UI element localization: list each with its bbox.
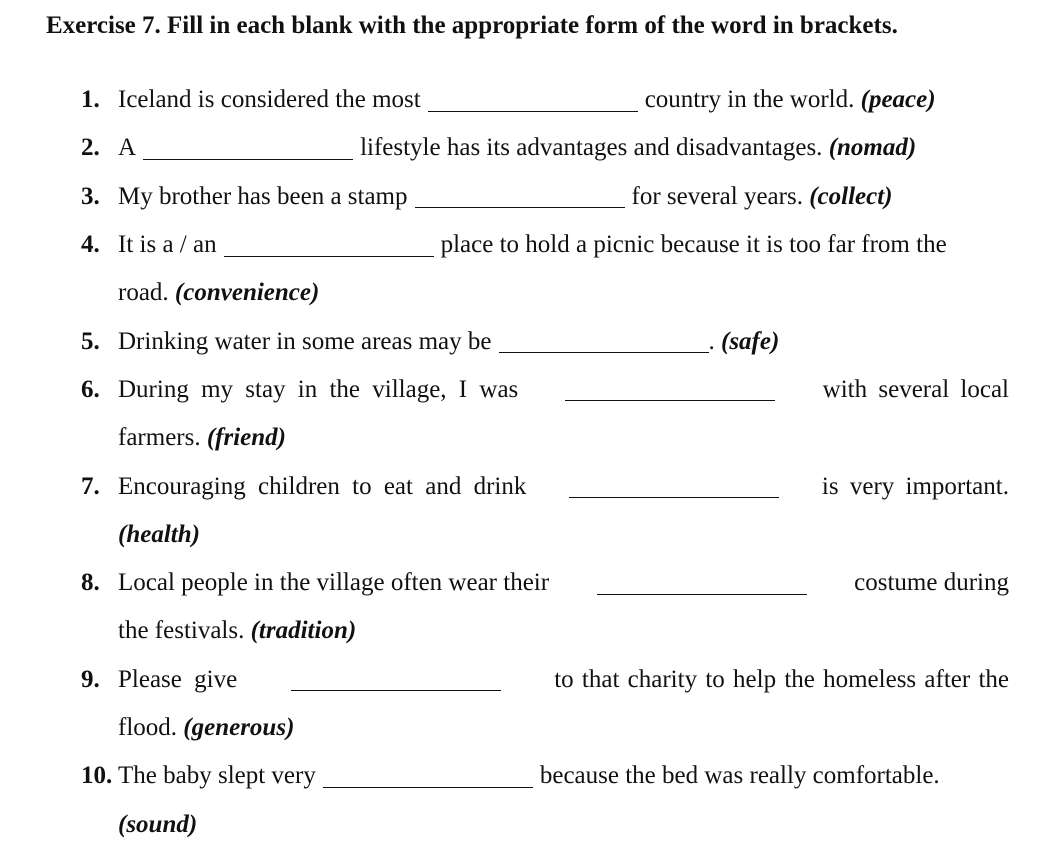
item-number: 7. [81,472,100,500]
answer-blank[interactable] [143,137,353,160]
item-number: 10. [81,762,113,790]
item-text-after: with several local [822,375,1009,403]
answer-blank[interactable] [224,234,434,257]
item-text-before: Iceland is considered the most [118,86,421,114]
item-number: 4. [81,231,100,259]
answer-blank[interactable] [569,475,779,498]
exercise-item-4 [0,221,1054,318]
answer-blank[interactable] [415,185,625,208]
item-text-before: Local people in the village often wear their [118,569,550,597]
word-hint: (peace) [860,86,936,114]
item-number: 6. [81,375,100,403]
answer-blank[interactable] [323,765,533,788]
exercise-item-8 [0,559,1054,656]
item-text-after: for several years. [631,182,803,210]
exercise-item-6 [0,366,1054,463]
exercise-list [0,76,1054,849]
item-text-after: . [708,327,715,355]
exercise-item-2 [0,124,1054,172]
item-text-after: to that charity to help the homeless after the [554,665,1009,693]
item-text-before: During my stay in the village, I was [118,375,519,403]
item-number: 3. [81,182,100,210]
word-hint: (generous) [183,714,295,741]
item-text-before: Encouraging children to eat and drink [118,472,527,500]
word-hint: (friend) [206,424,286,452]
word-hint: (nomad) [828,134,917,162]
exercise-item-10 [0,752,1054,849]
item-text-after: is very important. [821,472,1009,500]
item-text-continued: the festivals. [118,617,245,645]
item-text-after: lifestyle has its advantages and disadvantages. [360,134,823,162]
item-text-continued: farmers. [118,424,201,452]
word-hint: (safe) [721,327,780,355]
item-text-before: My brother has been a stamp [118,182,408,210]
word-hint: (sound) [118,810,198,838]
word-hint: (collect) [809,182,893,210]
exercise-item-9 [0,656,1054,753]
word-hint: (tradition) [250,617,357,645]
answer-blank[interactable] [291,668,501,691]
item-text-after: place to hold a picnic because it is too far from the [440,231,947,259]
answer-blank[interactable] [597,572,807,595]
item-number: 5. [81,327,100,355]
item-text-before: It is a / an [118,231,217,259]
item-number: 9. [81,665,100,693]
item-text-before: Drinking water in some areas may be [118,327,492,355]
answer-blank[interactable] [565,378,775,401]
item-number: 8. [81,569,100,597]
exercise-item-1 [0,76,1054,124]
item-text-before: The baby slept very [118,762,316,790]
exercise-item-5 [0,317,1054,365]
answer-blank[interactable] [428,89,638,112]
item-text-before: A [118,134,137,162]
item-number: 1. [81,86,100,114]
exercise-item-7 [0,462,1054,559]
word-hint: (convenience) [174,279,320,307]
item-number: 2. [81,134,100,162]
item-text-before: Please give [118,665,238,693]
item-text-continued: road. [118,279,169,307]
item-text-after: costume during [854,569,1009,597]
item-text-after: because the bed was really comfortable. [539,762,940,790]
item-text-after: country in the world. [644,86,855,114]
item-text-continued: flood. [118,714,178,741]
exercise-title: Exercise 7. Fill in each blank with the appropriate form of the word in brackets. [46,12,898,39]
exercise-item-3 [0,173,1054,221]
word-hint: (health) [118,520,200,548]
answer-blank[interactable] [499,330,709,353]
